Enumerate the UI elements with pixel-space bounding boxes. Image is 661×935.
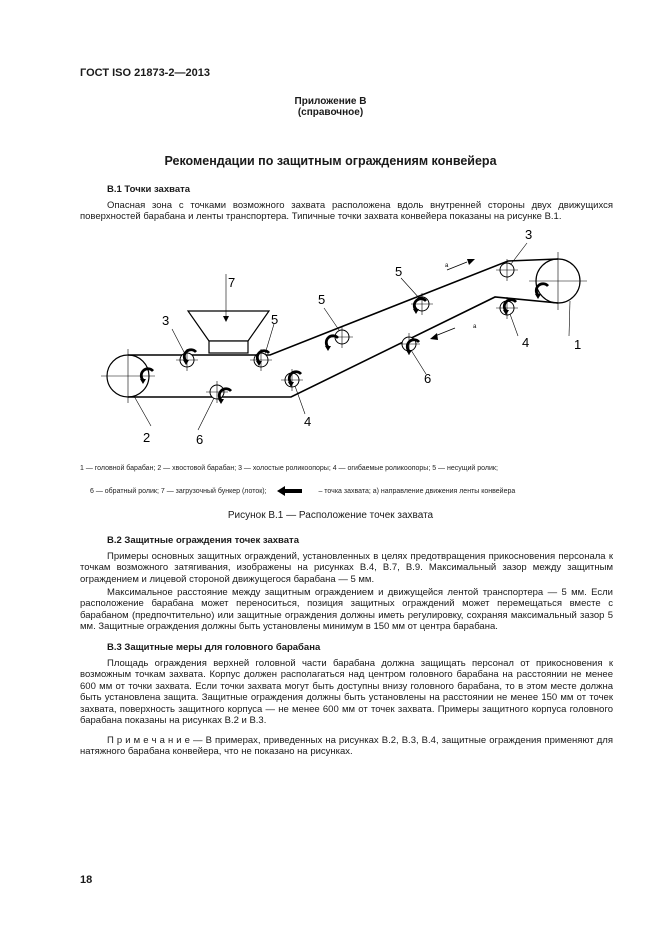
return-roller <box>206 381 228 403</box>
figure-caption: Рисунок В.1 — Расположение точек захвата <box>227 510 434 521</box>
section-title: Рекомендации по защитным ограждениям конвейера <box>164 154 497 168</box>
label-direction: a <box>445 263 449 269</box>
label-idler-roller: 3 <box>162 313 170 328</box>
note-label: П р и м е ч а н и е <box>107 735 190 746</box>
paragraph-b2-2: Максимальное расстояние между защитным ограждением и движущейся лентой транспортера — 5 мм. Если расположение барабана может переноситься, позиция защитных ограждений может перемещаться вместе с барабаном (предпочтительно) или защитные ограждения должны иметь регулировку, сохраняя максимальный зазор 5 мм. Защитные ограждения должны быть установлены минимум в 150 мм от центра барабана. <box>80 587 613 633</box>
label-return-roller: 6 <box>196 432 204 447</box>
label-snub-roller: 4 <box>304 414 312 429</box>
paragraph-b3: Площадь ограждения верхней головной части барабана должна защищать персонал от прикосновения к возможным точкам захвата. Корпус должен располагаться над центром головного барабана на расстоянии не менее 600 мм от точки захвата. Если точки захвата могут быть доступны внизу головного барабана, то в этом месте должна быть установлена защита. Защитные ограждения должны быть установлены на расстоянии не менее 150 мм от точек захвата, поверхность защитного корпуса — не менее 600 мм от точек захвата. Примеры защитного корпуса головного барабана показаны на рисунках В.2 и В.3. <box>80 658 613 727</box>
belt-direction-arrow <box>447 259 475 270</box>
pinch-point-legend-icon <box>277 486 303 496</box>
legend-pinch-and-direction: – точка захвата; а) направление движения ленты конвейера <box>318 487 516 495</box>
annex-label: Приложение В <box>294 96 367 107</box>
label-carrying-roller-top: 5 <box>395 264 403 279</box>
label-direction-return: a <box>473 324 477 330</box>
legend-items-6-7: 6 — обратный ролик; 7 — загрузочный бункер (лоток); <box>90 487 267 495</box>
tail-pulley <box>101 349 155 403</box>
label-idler-roller-top: 3 <box>525 227 533 242</box>
conveyor-diagram <box>95 222 595 462</box>
heading-b1: В.1 Точки захвата <box>107 184 191 195</box>
note-text: — В примерах, приведенных на рисунках В.2, В.3, В.4, защитные ограждения применяют для натяжного барабана конвейера, что не показано на рисунках. <box>80 735 613 758</box>
idler-roller <box>496 259 518 281</box>
label-carrying-roller-mid: 5 <box>318 292 326 307</box>
note <box>80 735 613 758</box>
heading-b3: В.3 Защитные меры для головного барабана <box>107 642 321 653</box>
page-number: 18 <box>80 874 93 886</box>
figure-legend-line1: 1 — головной барабан; 2 — хвостовой барабан; 3 — холостые роликоопоры; 4 — огибаемые роликоопоры; 5 — несущий ролик; <box>80 465 498 472</box>
pinch-point-icon <box>325 336 338 351</box>
label-snub-roller-top: 4 <box>522 335 530 350</box>
belt-direction-arrow <box>430 328 455 340</box>
paragraph-b2-1: Примеры основных защитных ограждений, установленных в целях предотвращения прикосновения персонала к точкам возможного затягивания, изображены на рисунках В.4, В.7, В.9. Максимальный зазор между защитным ограждением и лицевой стороной движущегося барабана — 5 мм. <box>80 551 613 585</box>
annex-type: (справочное) <box>297 107 364 118</box>
label-carrying-roller: 5 <box>271 312 279 327</box>
label-hopper: 7 <box>228 275 236 290</box>
heading-b2: В.2 Защитные ограждения точек захвата <box>107 535 299 546</box>
paragraph-b1: Опасная зона с точками возможного захвата расположена вдоль внутренней стороны двух движущихся поверхностей барабана и ленты транспортера. Типичные точки захвата конвейера показаны на рисунке В.1. <box>80 200 613 223</box>
figure-legend-line2 <box>90 486 515 496</box>
label-tail-pulley: 2 <box>143 430 151 445</box>
label-return-roller-top: 6 <box>424 371 432 386</box>
document-header: ГОСТ ISO 21873-2—2013 <box>80 67 210 79</box>
label-head-pulley: 1 <box>574 337 582 352</box>
